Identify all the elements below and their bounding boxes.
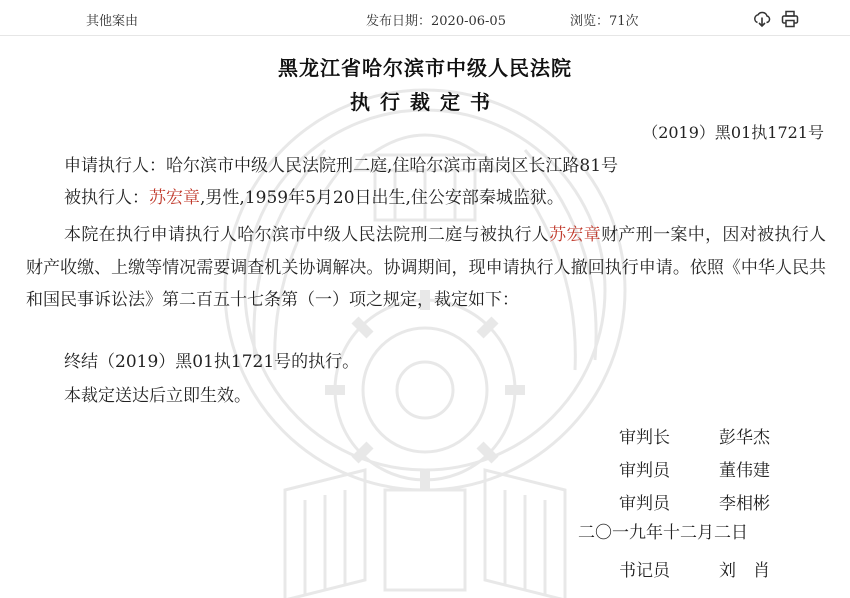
court-name: 黑龙江省哈尔滨市中级人民法院: [278, 56, 572, 80]
view-count-label: 浏览：: [570, 14, 610, 29]
signature-role: 审判长: [619, 428, 670, 448]
body-text-part2: 财产刑一案中，因对被执行人财产收缴、上缴等情况需要调查机关协调解决。协调期间，现申请执行人撤回执行申请。依照《中华人民共和国民事诉讼法》第二百五十七条第（一）项之规定，裁定如下：: [26, 225, 827, 310]
signature-name: 彭华杰: [719, 428, 770, 448]
applicant-value: 哈尔滨市中级人民法院刑二庭,住哈尔滨市南岗区长江路81号: [166, 156, 619, 176]
clerk-role: 书记员: [619, 561, 670, 581]
respondent-line: [64, 188, 564, 208]
publish-date-value: 2020-06-05: [431, 14, 506, 29]
body-text-part1: 本院在执行申请执行人哈尔滨市中级人民法院刑二庭与被执行人: [64, 225, 550, 245]
case-category: 其他案由: [86, 14, 139, 29]
clerk-name: 刘 肖: [719, 561, 770, 581]
ruling-line: 终结（2019）黑01执1721号的执行。: [64, 352, 360, 372]
applicant-label: 申请执行人：: [64, 156, 166, 176]
effect-line: 本裁定送达后立即生效。: [64, 386, 251, 406]
signature-role: 审判员: [619, 494, 670, 514]
body-respondent-name: 苏宏章: [549, 225, 602, 245]
document-type: 执行裁定书: [350, 90, 500, 114]
view-count-value: 71次: [609, 14, 639, 29]
respondent-info: ,男性,1959年5月20日出生,住公安部秦城监狱。: [200, 188, 564, 208]
respondent-name: 苏宏章: [149, 188, 200, 208]
case-number: （2019）黑01执1721号: [642, 123, 824, 142]
signature-name: 董伟建: [719, 461, 770, 481]
signature-name: 李相彬: [719, 494, 770, 514]
judgment-date: 二〇一九年十二月二日: [578, 523, 748, 543]
publish-date-label: 发布日期：: [366, 14, 432, 29]
body-paragraph: [26, 219, 826, 317]
applicant-line: [64, 156, 618, 176]
respondent-label: 被执行人：: [64, 188, 149, 208]
signature-role: 审判员: [619, 461, 670, 481]
